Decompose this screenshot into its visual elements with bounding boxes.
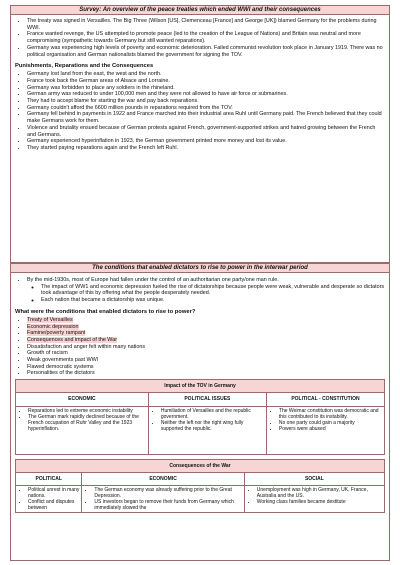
list-item: • Neither the left nor the right wing fully supported the republic. xyxy=(161,420,264,432)
list-item: • They had to accept blame for starting the war and pay back reparations. xyxy=(27,98,385,105)
list-item: • The German economy was already suffering prior to the Great Depression. xyxy=(94,487,241,499)
list-item: • They started paying reparations again and the French left Ruhl. xyxy=(27,145,385,152)
list-item: • Germany fell behind in payments in 1922 and France marched into their industrial area Ruhl until Germany paid. The French believed that they could make Germans work for them. xyxy=(27,111,385,124)
list-item: • US investors began to remove their funds from Germany which immediately slowed the xyxy=(94,499,241,511)
tov-impact-table xyxy=(15,379,385,454)
list-item: • By the mid-1930s, most of Europe had fallen under the control of an authoritarian one party/one man rule. xyxy=(27,277,385,284)
list-item: • Dissatisfaction and anger felt within many nations xyxy=(27,344,385,351)
list-item xyxy=(27,330,385,337)
column-header: ECONOMIC xyxy=(82,472,244,485)
list-item: • German army was reduced to under 100,000 men and they were not allowed to have air force or submarines. xyxy=(27,91,385,98)
list-item: • Weak governments past WWI xyxy=(27,357,385,364)
list-item: • France took back the German areas of Alsace and Lorraine. xyxy=(27,78,385,85)
table-cell xyxy=(16,406,149,454)
intro-list xyxy=(15,18,385,58)
list-item: • Personalities of the dictators xyxy=(27,370,385,377)
highlighted-condition: Treaty of Versailles xyxy=(27,316,73,323)
punishments-heading: Punishments, Reparations and the Consequences xyxy=(15,63,154,70)
table-cell xyxy=(244,485,384,512)
list-item xyxy=(27,317,385,324)
list-item: • Germany was experiencing high levels of poverty and economic deterioration. Failed communist revolution took place in January 1919. There was no political organisation and German nationalists blamed the government for signing the TOV. xyxy=(27,45,385,58)
dictators-sub-list xyxy=(15,284,385,304)
conditions-list xyxy=(15,317,385,377)
table-title: Consequences of the War xyxy=(16,459,385,472)
table-cell xyxy=(148,406,266,454)
section-1-box xyxy=(10,15,390,263)
list-item: • Growth of racism xyxy=(27,350,385,357)
list-item: ◦ The impact of WW1 and economic depression fueled the rise of dictatorships because people were weak, vulnerable and desperate so dictators took advantage of this by offering what the people desperately needed. xyxy=(41,284,385,297)
highlighted-condition: Economic depression xyxy=(27,323,79,330)
column-header: POLITICAL - CONSTITUTION xyxy=(266,393,384,406)
dictators-intro-list xyxy=(15,277,385,284)
list-item: ◦ Each nation that became a dictatorship was unique. xyxy=(41,297,385,304)
list-item: • Unemployment was high in Germany, UK, France, Australia and the US. xyxy=(257,487,382,499)
table-title: Impact of the TOV in Germany xyxy=(16,380,385,393)
section-2-box xyxy=(10,273,390,561)
column-header: POLITICAL ISSUES xyxy=(148,393,266,406)
list-item: • The German mark rapidly declined because of the French occupation of Ruhr Valley and the 1923 hyperinflation. xyxy=(28,414,146,432)
section-1-title: Survey: An overview of the peace treaties which ended WWI and their consequences xyxy=(10,5,390,15)
column-header: ECONOMIC xyxy=(16,393,149,406)
list-item: • France wanted revenge, the US attempted to promote peace (led to the creation of the League of Nations) and Britain was neutral and more compromising (sympathetic towards Germany but still wanted reparations). xyxy=(27,31,385,44)
highlighted-condition: Famine/poverty rampant xyxy=(27,330,86,337)
list-item: • Humiliation of Versailles and the republic government. xyxy=(161,408,264,420)
table-cell xyxy=(82,485,244,512)
list-item: • No one party could gain a majority xyxy=(279,420,382,426)
list-item: • Germany experienced hyperinflation in 1923, the German government printed more money and lost its value. xyxy=(27,138,385,145)
list-item: • Germany was forbidden to place any soldiers in the rhineland. xyxy=(27,85,385,92)
list-item: • Conflict and disputes between xyxy=(28,499,79,511)
list-item: • Germany lost land from the east, the west and the north. xyxy=(27,71,385,78)
section-2-title: The conditions that enabled dictators to rise to power in the interwar period xyxy=(10,263,390,273)
punishments-list xyxy=(15,71,385,151)
column-header: POLITICAL xyxy=(16,472,82,485)
conditions-question: What were the conditions that enabled dictators to rise to power? xyxy=(15,308,196,315)
list-item: • Reparations led to extreme economic instability xyxy=(28,408,146,414)
highlighted-condition: Consequences and impact of the War xyxy=(27,336,117,343)
list-item: • Political unrest in many nations. xyxy=(28,487,79,499)
list-item xyxy=(27,337,385,344)
list-item: • The treaty was signed in Versailles. The Big Three (Wilson [US], Clemenceau [France] and George [UK]) blamed Germany for the problems during WWI. xyxy=(27,18,385,31)
table-cell xyxy=(266,406,384,454)
list-item: • Powers were abused xyxy=(279,426,382,432)
list-item: • Violence and brutality ensued because of German protests against French, government-supported strikes and hatred growing between the French and Germans. xyxy=(27,125,385,138)
column-header: SOCIAL xyxy=(244,472,384,485)
list-item: • Working class families became destitute xyxy=(257,499,382,505)
list-item xyxy=(27,324,385,331)
table-cell xyxy=(16,485,82,512)
list-item: • The Weimar constitution was democratic and this contributed to its instability. xyxy=(279,408,382,420)
war-consequences-table xyxy=(15,459,385,514)
list-item: • Flawed democratic systems xyxy=(27,364,385,371)
list-item: • Germany couldn't afford the 6600 million pounds in reparations required from the TOV. xyxy=(27,105,385,112)
